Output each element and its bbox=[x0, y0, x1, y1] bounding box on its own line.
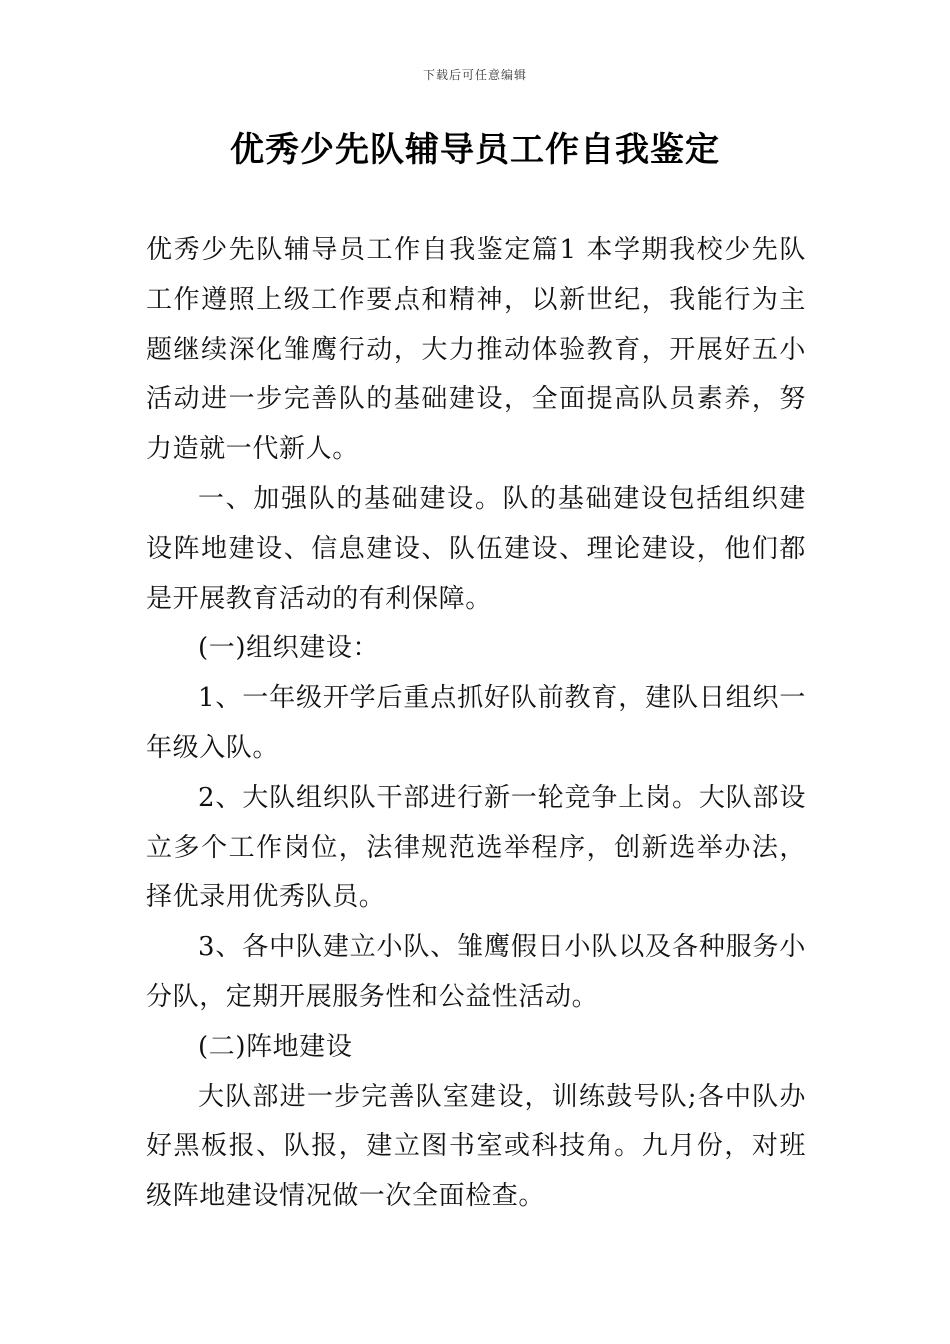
paragraph-3: (一)组织建设： bbox=[198, 633, 380, 664]
paragraph-1 bbox=[146, 226, 806, 475]
spacer bbox=[577, 235, 587, 265]
header-note: 下载后可任意编辑 bbox=[422, 68, 527, 82]
paragraph-6: 3、各中队建立小队、雏鹰假日小队以及各种服务小分队，定期开展服务性和公益性活动。 bbox=[146, 932, 806, 1012]
paragraph-7: (二)阵地建设 bbox=[198, 1031, 353, 1062]
document-title: 优秀少先队辅导员工作自我鉴定 bbox=[230, 130, 720, 170]
section-heading-inline: 优秀少先队辅导员工作自我鉴定篇1 bbox=[146, 235, 577, 265]
paragraph-4: 1、一年级开学后重点抓好队前教育，建队日组织一年级入队。 bbox=[146, 683, 806, 763]
paragraph-8: 大队部进一步完善队室建设，训练鼓号队;各中队办好黑板报、队报，建立图书室或科技角。九月份，对班级阵地建设情况做一次全面检查。 bbox=[146, 1081, 806, 1212]
paragraph-2: 一、加强队的基础建设。队的基础建设包括组织建设阵地建设、信息建设、队伍建设、理论建设，他们都是开展教育活动的有利保障。 bbox=[146, 483, 806, 614]
paragraph-5: 2、大队组织队干部进行新一轮竞争上岗。大队部设立多个工作岗位，法律规范选举程序，创新选举办法，择优录用优秀队员。 bbox=[146, 782, 806, 913]
document-body bbox=[146, 226, 806, 1222]
paragraph-text: 本学期我校少先队工作遵照上级工作要点和精神，以新世纪，我能行为主题继续深化雏鹰行动，大力推动体验教育，开展好五小活动进一步完善队的基础建设，全面提高队员素养，努力造就一代新人。 bbox=[146, 235, 806, 465]
